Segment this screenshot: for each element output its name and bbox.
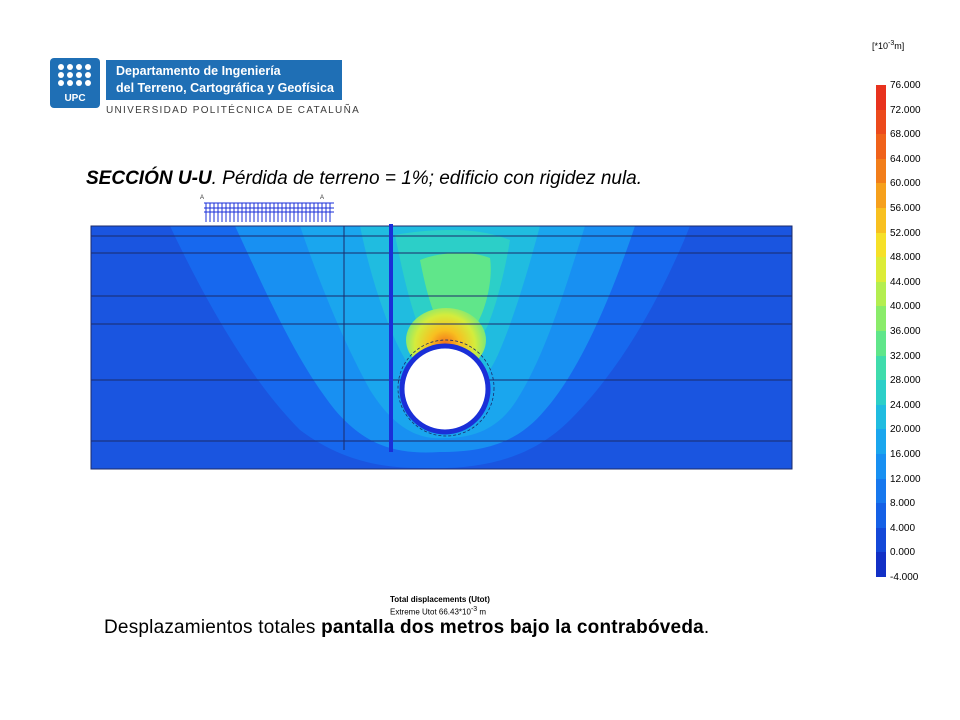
section-title-rest: . Pérdida de terreno = 1%; edificio con rigidez nula. xyxy=(211,168,643,189)
section-title-bold: SECCIÓN U-U xyxy=(86,168,212,189)
load-marker-left: A xyxy=(200,195,205,201)
legend-label: 24.000 xyxy=(890,399,921,411)
legend-unit-prefix: [*10 xyxy=(872,41,889,51)
legend-color-step xyxy=(876,380,886,405)
legend-unit-suffix: m] xyxy=(894,41,905,51)
diaphragm-wall xyxy=(389,224,393,452)
plot-caption-extreme xyxy=(390,605,490,618)
building-load xyxy=(204,203,334,222)
legend-color-step xyxy=(876,454,886,479)
legend-color-step xyxy=(876,183,886,208)
legend-label: 44.000 xyxy=(890,276,921,288)
legend-color-step xyxy=(876,110,886,135)
legend-color-step xyxy=(876,134,886,159)
legend-label: 16.000 xyxy=(890,449,921,460)
legend-label: 28.000 xyxy=(890,375,921,387)
extreme-value-unit: m xyxy=(477,607,487,617)
figure-caption xyxy=(104,617,709,639)
legend-color-step xyxy=(876,528,886,553)
legend-label: 60.000 xyxy=(890,178,921,190)
load-marker-right: A xyxy=(320,195,325,201)
plot-caption-title: Total displacements (Utot) xyxy=(390,595,490,604)
legend-label: 56.000 xyxy=(890,203,921,214)
legend-labels xyxy=(890,80,950,583)
legend-color-step xyxy=(876,233,886,258)
legend-color-step xyxy=(876,331,886,356)
legend-unit-exp: -3 xyxy=(888,40,895,47)
legend-color-bar xyxy=(876,85,886,577)
legend-color-step xyxy=(876,356,886,381)
legend-color-step xyxy=(876,85,886,110)
figure-caption-bold: pantalla dos metros bajo la contrabóveda xyxy=(321,617,704,638)
legend-color-step xyxy=(876,479,886,504)
plot-caption xyxy=(390,595,490,618)
legend-label: 12.000 xyxy=(890,473,921,485)
legend-label: 52.000 xyxy=(890,227,921,239)
legend-color-step xyxy=(876,306,886,331)
legend-color-step xyxy=(876,405,886,430)
legend-label: 20.000 xyxy=(890,424,921,436)
legend-label: 68.000 xyxy=(890,129,921,141)
extreme-value-exp: -3 xyxy=(470,606,478,613)
legend-label: 4.000 xyxy=(890,522,916,534)
legend-color-step xyxy=(876,208,886,233)
legend-label: -4.000 xyxy=(890,572,919,583)
legend-label: 40.000 xyxy=(890,301,921,313)
legend-label: 64.000 xyxy=(890,153,921,165)
figure-caption-end: . xyxy=(703,617,710,638)
legend-color-step xyxy=(876,159,886,184)
legend-color-step xyxy=(876,282,886,307)
tunnel-lining xyxy=(402,346,488,432)
legend-color-step xyxy=(876,503,886,528)
legend-label: 8.000 xyxy=(890,498,916,510)
legend-label: 36.000 xyxy=(890,326,921,337)
legend-label: 72.000 xyxy=(890,104,921,116)
extreme-value-prefix: Extreme Utot 66.43*10 xyxy=(390,607,471,617)
department-line-1: Departamento de Ingeniería xyxy=(116,64,281,78)
legend-color-step xyxy=(876,552,886,577)
university-name: UNIVERSIDAD POLITÉCNICA DE CATALUÑA xyxy=(106,105,361,116)
legend-color-step xyxy=(876,429,886,454)
department-line-2: del Terreno, Cartográfica y Geofísica xyxy=(116,81,334,95)
upc-logo-text: UPC xyxy=(64,93,86,104)
legend-color-step xyxy=(876,257,886,282)
legend-label: 32.000 xyxy=(890,350,921,362)
legend-unit xyxy=(872,40,904,51)
figure-caption-normal: Desplazamientos totales xyxy=(104,617,322,638)
legend-label: 76.000 xyxy=(890,80,921,91)
legend-label: 0.000 xyxy=(890,547,916,559)
legend-label: 48.000 xyxy=(890,252,921,264)
